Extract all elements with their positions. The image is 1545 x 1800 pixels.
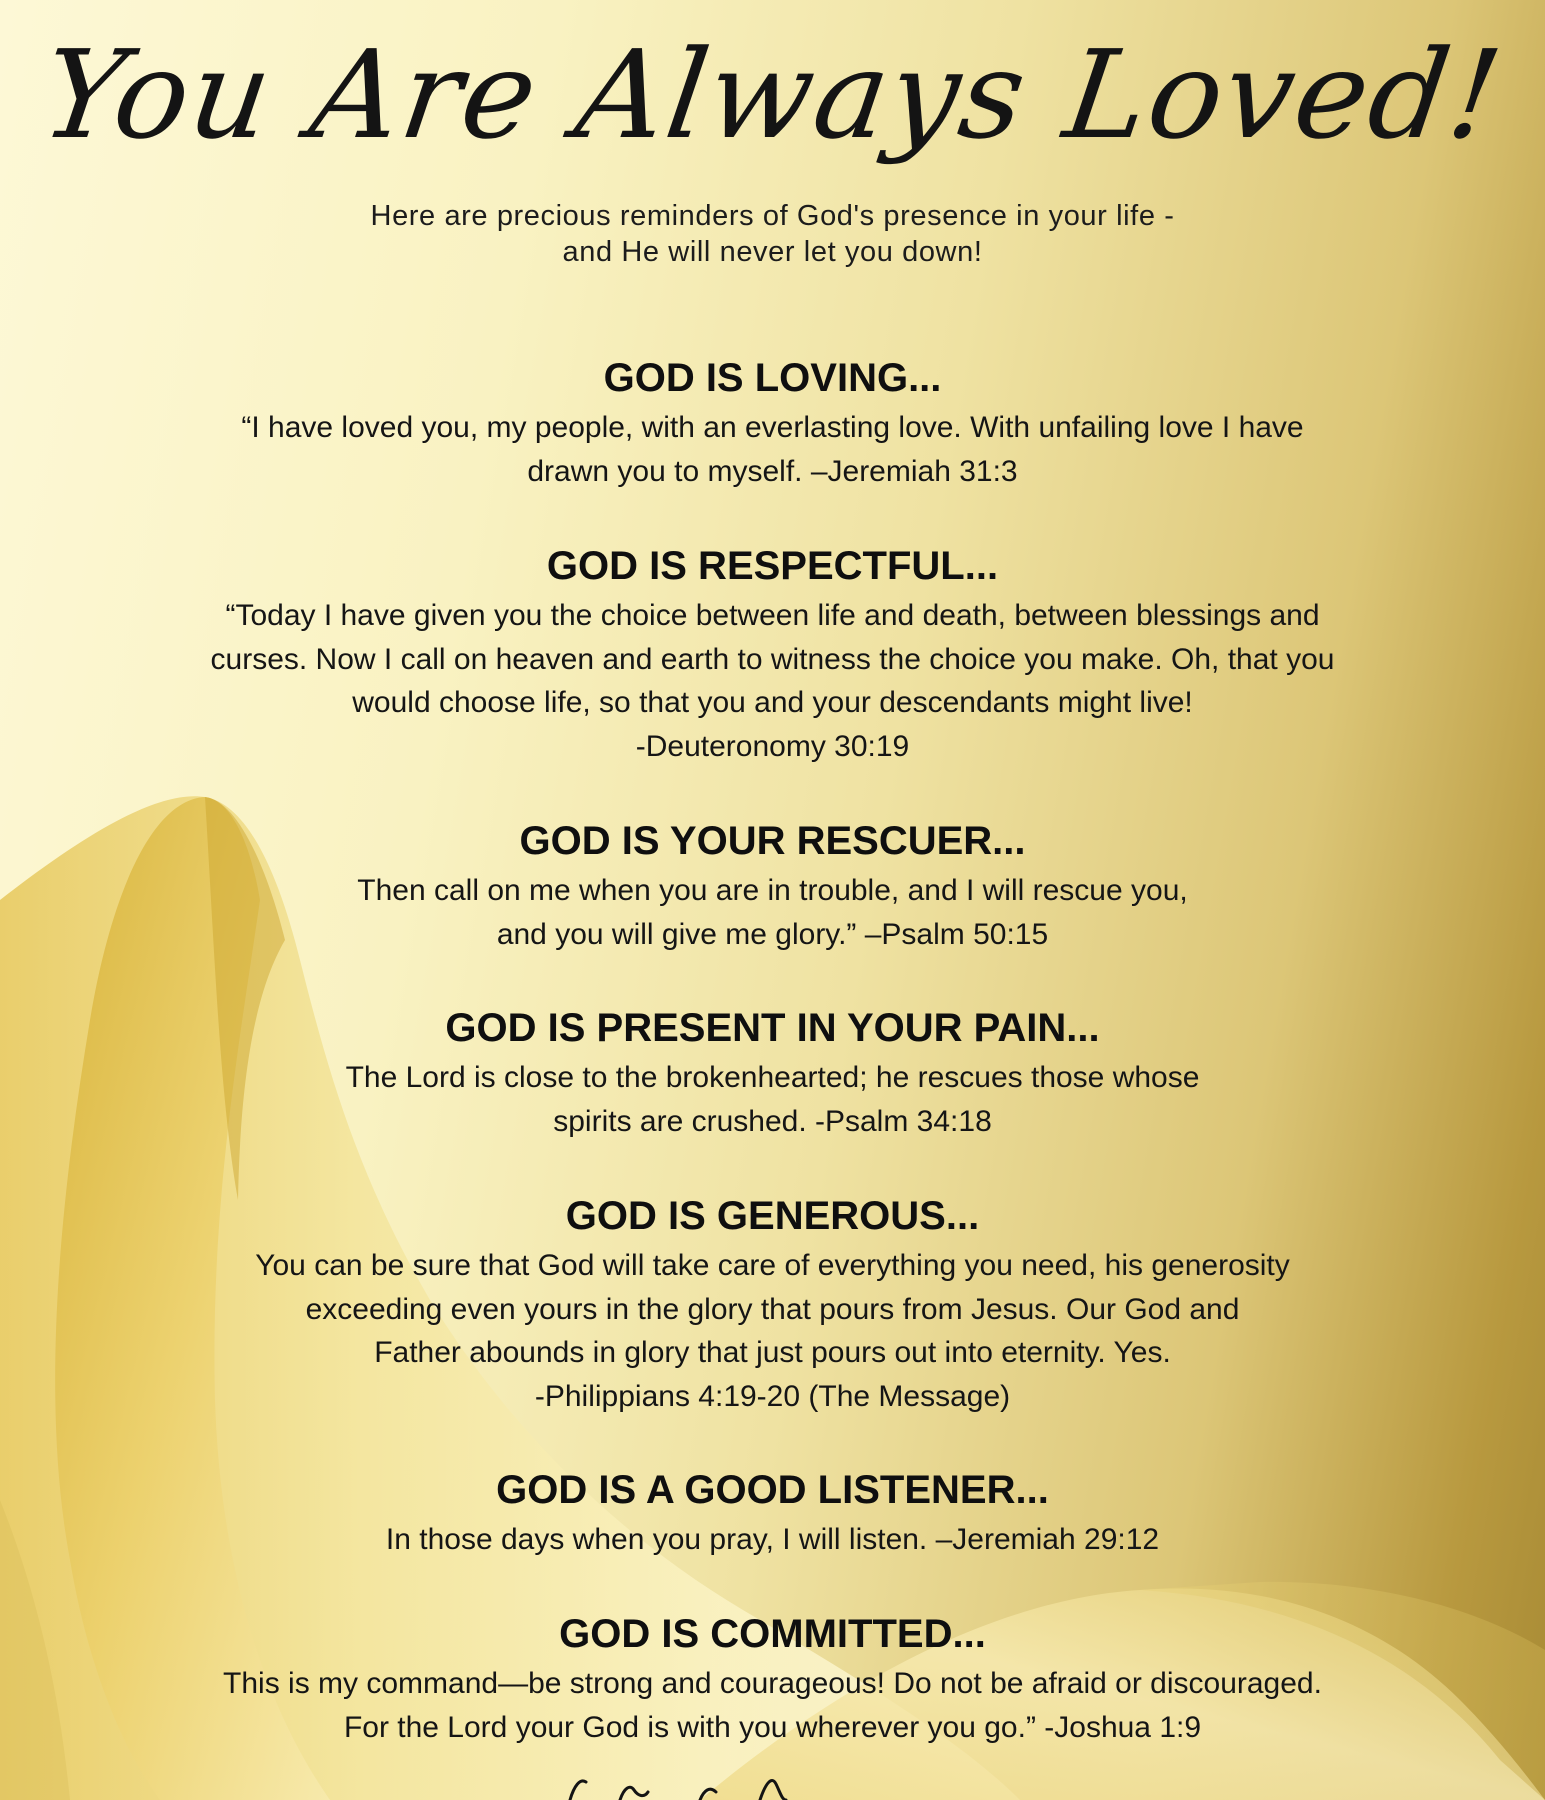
- verse-line: “I have loved you, my people, with an everlasting love. With unfailing love I have: [241, 411, 1304, 444]
- verse-line: -Philippians 4:19-20 (The Message): [534, 1380, 1011, 1414]
- section-heading-present-in-pain: GOD IS PRESENT IN YOUR PAIN...: [445, 1006, 1100, 1050]
- section-body-committed: [0, 1662, 1545, 1749]
- verse-line: would choose life, so that you and your descendants might live!: [352, 686, 1193, 720]
- verse-line: curses. Now I call on heaven and earth to witness the choice you make. Oh, that you: [210, 642, 1335, 676]
- subtitle: [0, 198, 1545, 270]
- section-body-present-in-pain: [0, 1056, 1545, 1143]
- verse-line: In those days when you pray, I will listen. –Jeremiah 29:12: [385, 1523, 1160, 1556]
- section-heading-good-listener: GOD IS A GOOD LISTENER...: [496, 1468, 1049, 1512]
- verse-line: drawn you to myself. –Jeremiah 31:3: [527, 454, 1018, 488]
- section-body-generous: [0, 1244, 1545, 1419]
- verse-line: Father abounds in glory that just pours out into eternity. Yes.: [374, 1336, 1171, 1370]
- verse-line: Then call on me when you are in trouble, and I will rescue you,: [357, 874, 1188, 907]
- section-heading-generous: GOD IS GENEROUS...: [565, 1194, 980, 1238]
- verse-line: The Lord is close to the brokenhearted; he rescues those whose: [345, 1061, 1200, 1094]
- section-heading-respectful: GOD IS RESPECTFUL...: [546, 544, 999, 588]
- verse-line: You can be sure that God will take care of everything you need, his generosity: [255, 1249, 1290, 1282]
- verse-line: and you will give me glory.” –Psalm 50:15: [496, 917, 1049, 951]
- subtitle-line: Here are precious reminders of God's presence in your life -: [370, 200, 1175, 232]
- verse-line: This is my command—be strong and courageous! Do not be afraid or discouraged.: [223, 1667, 1322, 1700]
- verse-line: -Deuteronomy 30:19: [635, 730, 910, 764]
- cut-off-script-flourish: [560, 1776, 880, 1800]
- verse-line: “Today I have given you the choice between life and death, between blessings and: [225, 599, 1320, 632]
- section-body-loving: [0, 406, 1545, 493]
- page-title: You Are Always Loved!: [33, 24, 1512, 166]
- verse-line: exceeding even yours in the glory that pours from Jesus. Our God and: [305, 1292, 1240, 1326]
- section-heading-committed: GOD IS COMMITTED...: [559, 1612, 986, 1656]
- section-body-rescuer: [0, 869, 1545, 956]
- section-body-respectful: [0, 594, 1545, 769]
- section-heading-loving: GOD IS LOVING...: [603, 356, 942, 400]
- subtitle-line: and He will never let you down!: [562, 236, 983, 268]
- verse-line: For the Lord your God is with you wherever you go.” -Joshua 1:9: [343, 1710, 1202, 1744]
- section-body-good-listener: [0, 1518, 1545, 1562]
- section-heading-rescuer: GOD IS YOUR RESCUER...: [519, 819, 1026, 863]
- verse-line: spirits are crushed. -Psalm 34:18: [553, 1104, 992, 1138]
